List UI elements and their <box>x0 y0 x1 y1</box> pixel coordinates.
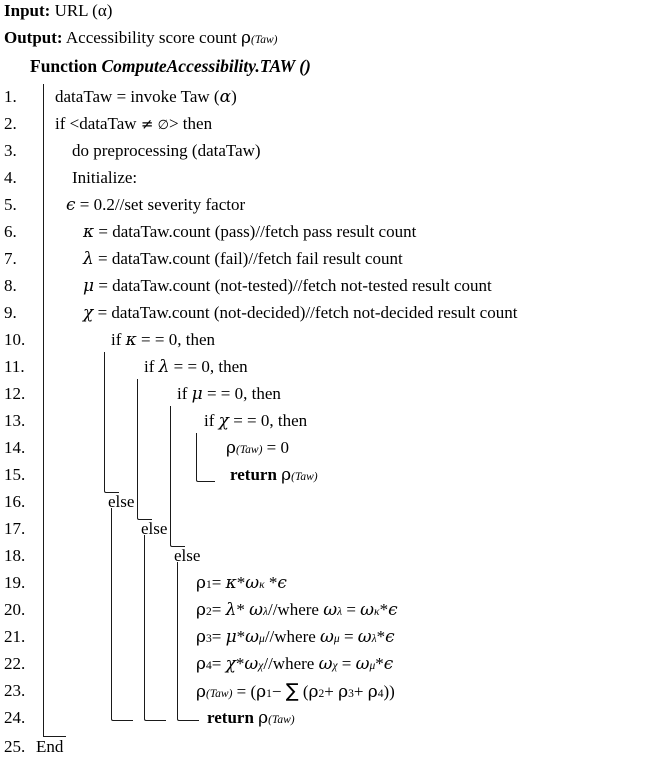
code-line-1 <box>55 88 237 106</box>
omega-subscript: κ <box>374 606 380 618</box>
line-number: 21. <box>4 627 26 646</box>
code-line-24 <box>207 709 295 727</box>
rho-index: 4 <box>206 660 212 672</box>
code-line-10 <box>111 331 215 349</box>
omega-subscript: λ <box>263 606 268 618</box>
line-number: 18. <box>4 546 26 565</box>
code-line-20: ρ2= λ* ωλ//where ωλ = ωκ*ϵ <box>196 600 398 620</box>
line-number: 17. <box>4 519 26 538</box>
rho-index: 3 <box>348 688 354 700</box>
rho-symbol: ρ <box>196 573 206 593</box>
omega-subscript: κ <box>259 579 265 591</box>
rho-index: 2 <box>206 606 212 618</box>
omega-symbol: ω <box>323 600 338 620</box>
bracket-if-lambda <box>137 379 152 520</box>
code-text: ) <box>231 87 237 106</box>
output-label: Output: <box>4 28 63 47</box>
omega-symbol: ω <box>318 654 333 674</box>
not-equal-icon: ≠ <box>140 115 154 133</box>
rho-subscript: (Taw) <box>291 471 318 483</box>
line-number: 4. <box>4 168 17 187</box>
if-keyword: if <box>144 357 155 376</box>
line-number: 10. <box>4 330 26 349</box>
omega-symbol: ω <box>245 573 260 593</box>
code-line-14 <box>226 439 289 457</box>
code-text: = dataTaw.count (pass)//fetch pass result count <box>94 222 417 241</box>
code-line-2 <box>55 115 212 132</box>
input-label: Input: <box>4 1 51 20</box>
line-number: 23. <box>4 681 26 700</box>
rho-index: 1 <box>206 579 212 591</box>
rho-symbol: ρ <box>226 438 236 458</box>
epsilon-symbol: ϵ <box>383 654 394 674</box>
rho-symbol: ρ <box>241 28 252 48</box>
line-number: 24. <box>4 708 26 727</box>
line-number: 11. <box>4 357 25 376</box>
code-line-17: else <box>141 519 168 538</box>
lambda-symbol: λ <box>158 357 170 377</box>
line-number: 15. <box>4 465 26 484</box>
line-number: 7. <box>4 249 17 268</box>
rho-symbol: ρ <box>258 708 269 728</box>
code-line-25: End <box>36 737 64 756</box>
rho-index: 1 <box>266 688 272 700</box>
omega-subscript: χ <box>258 660 264 672</box>
code-text: = = 0, then <box>136 330 215 349</box>
omega-symbol: ω <box>249 600 263 620</box>
rho-subscript: (Taw) <box>251 34 278 46</box>
bracket-level-0 <box>43 84 66 737</box>
code-text: = dataTaw.count (not-decided)//fetch not-decided result count <box>93 303 518 322</box>
code-text: = = 0, then <box>202 384 281 403</box>
rho-index: 3 <box>206 633 212 645</box>
lambda-symbol: λ <box>225 600 237 620</box>
omega-symbol: ω <box>355 654 370 674</box>
line-number: 14. <box>4 438 26 457</box>
if-keyword: if <box>111 330 122 349</box>
kappa-symbol: κ <box>83 222 95 242</box>
omega-symbol: ω <box>244 654 259 674</box>
lambda-symbol: λ <box>83 249 94 269</box>
code-line-19: ρ1= κ*ωκ *ϵ <box>196 573 287 593</box>
omega-subscript: μ <box>369 660 376 672</box>
epsilon-symbol: ϵ <box>385 627 395 647</box>
code-text: = = 0, then <box>169 357 248 376</box>
code-line-15 <box>230 466 318 484</box>
chi-symbol: χ <box>83 303 94 323</box>
rho-symbol: ρ <box>196 627 206 647</box>
if-keyword: if <box>177 384 188 403</box>
code-line-22: ρ4= χ*ωχ//where ωχ = ωμ*ϵ <box>196 654 394 674</box>
line-number: 8. <box>4 276 17 295</box>
rho-subscript: (Taw) <box>236 444 263 456</box>
line-number: 6. <box>4 222 17 241</box>
chi-symbol: χ <box>218 411 229 431</box>
epsilon-symbol: ϵ <box>66 195 76 215</box>
code-line-9 <box>83 304 517 322</box>
minus-sign: − <box>271 682 282 701</box>
code-line-18: else <box>174 546 201 565</box>
line-number: 1. <box>4 87 17 106</box>
code-line-12 <box>177 385 281 403</box>
rho-index: 4 <box>377 688 384 700</box>
rho-symbol: ρ <box>308 682 319 702</box>
if-keyword: if <box>204 411 215 430</box>
mu-symbol: μ <box>225 627 237 647</box>
epsilon-symbol: ϵ <box>277 573 287 593</box>
rho-symbol: ρ <box>196 654 206 674</box>
return-keyword: return <box>230 465 277 484</box>
omega-subscript: λ <box>371 633 377 645</box>
omega-subscript: μ <box>333 633 340 645</box>
code-text: > then <box>168 114 213 133</box>
code-line-7 <box>83 250 403 268</box>
code-line-23: ρ(Taw) = (ρ1− ∑ (ρ2+ ρ3+ ρ4)) <box>196 680 395 702</box>
rho-symbol: ρ <box>196 600 206 620</box>
rho-symbol: ρ <box>338 682 349 702</box>
omega-subscript: χ <box>332 660 338 672</box>
rho-symbol: ρ <box>281 465 292 485</box>
line-number: 19. <box>4 573 26 592</box>
rho-symbol: ρ <box>256 682 267 702</box>
code-text: dataTaw = invoke Taw ( <box>55 87 220 106</box>
code-line-6 <box>83 223 416 241</box>
algorithm-input-line <box>4 2 112 19</box>
line-number: 2. <box>4 114 17 133</box>
line-number: 12. <box>4 384 26 403</box>
code-line-4: Initialize: <box>72 168 138 187</box>
code-line-21: ρ3= μ*ωμ//where ωμ = ωλ*ϵ <box>196 627 395 647</box>
code-line-8 <box>83 277 492 295</box>
line-number: 3. <box>4 141 17 160</box>
bracket-else-level2 <box>144 535 166 721</box>
algorithm-output-line <box>4 29 277 47</box>
line-number: 9. <box>4 303 17 322</box>
omega-symbol: ω <box>320 627 334 647</box>
return-keyword: return <box>207 708 254 727</box>
code-line-13 <box>204 412 307 430</box>
summation-icon: ∑ <box>285 680 299 702</box>
line-number: 16. <box>4 492 26 511</box>
input-value: URL (α) <box>54 1 113 20</box>
code-text: = 0 <box>262 438 290 457</box>
code-text: = dataTaw.count (not-tested)//fetch not-tested result count <box>94 276 492 295</box>
epsilon-symbol: ϵ <box>388 600 398 620</box>
omega-subscript: λ <box>337 606 343 618</box>
rho-subscript: (Taw) <box>206 688 233 700</box>
omega-symbol: ω <box>357 627 372 647</box>
rho-index: 2 <box>318 688 325 700</box>
rho-subscript: (Taw) <box>268 714 295 726</box>
omega-symbol: ω <box>245 627 260 647</box>
omega-subscript: μ <box>259 633 265 645</box>
code-text: if <dataTaw <box>55 114 141 133</box>
line-number: 13. <box>4 411 26 430</box>
rho-symbol: ρ <box>367 682 378 702</box>
function-keyword: Function <box>30 56 98 76</box>
line-number: 25. <box>4 737 26 756</box>
line-number: 22. <box>4 654 26 673</box>
bracket-else-level1 <box>111 508 133 721</box>
empty-set-icon: ∅ <box>157 118 169 133</box>
code-text: = = 0, then <box>228 411 308 430</box>
kappa-symbol: κ <box>225 573 237 593</box>
bracket-if-kappa <box>104 352 119 493</box>
omega-symbol: ω <box>360 600 375 620</box>
alpha-symbol: α <box>219 87 232 107</box>
bracket-if-chi <box>196 433 215 482</box>
code-line-11 <box>144 358 248 376</box>
line-number: 20. <box>4 600 26 619</box>
kappa-symbol: κ <box>125 330 137 350</box>
chi-symbol: χ <box>225 654 236 674</box>
mu-symbol: μ <box>83 276 95 296</box>
code-text: = 0.2//set severity factor <box>75 195 246 214</box>
mu-symbol: μ <box>191 384 203 404</box>
rho-symbol: ρ <box>196 682 206 702</box>
bracket-if-mu <box>170 406 185 547</box>
code-line-16: else <box>108 492 135 511</box>
algorithm-function-header <box>30 58 311 76</box>
code-text: = dataTaw.count (fail)//fetch fail result count <box>93 249 403 268</box>
code-line-3: do preprocessing (dataTaw) <box>72 141 261 160</box>
function-name: ComputeAccessibility.TAW () <box>101 56 311 76</box>
code-line-5 <box>66 196 245 214</box>
line-number: 5. <box>4 195 17 214</box>
output-value: Accessibility score count <box>65 28 237 47</box>
